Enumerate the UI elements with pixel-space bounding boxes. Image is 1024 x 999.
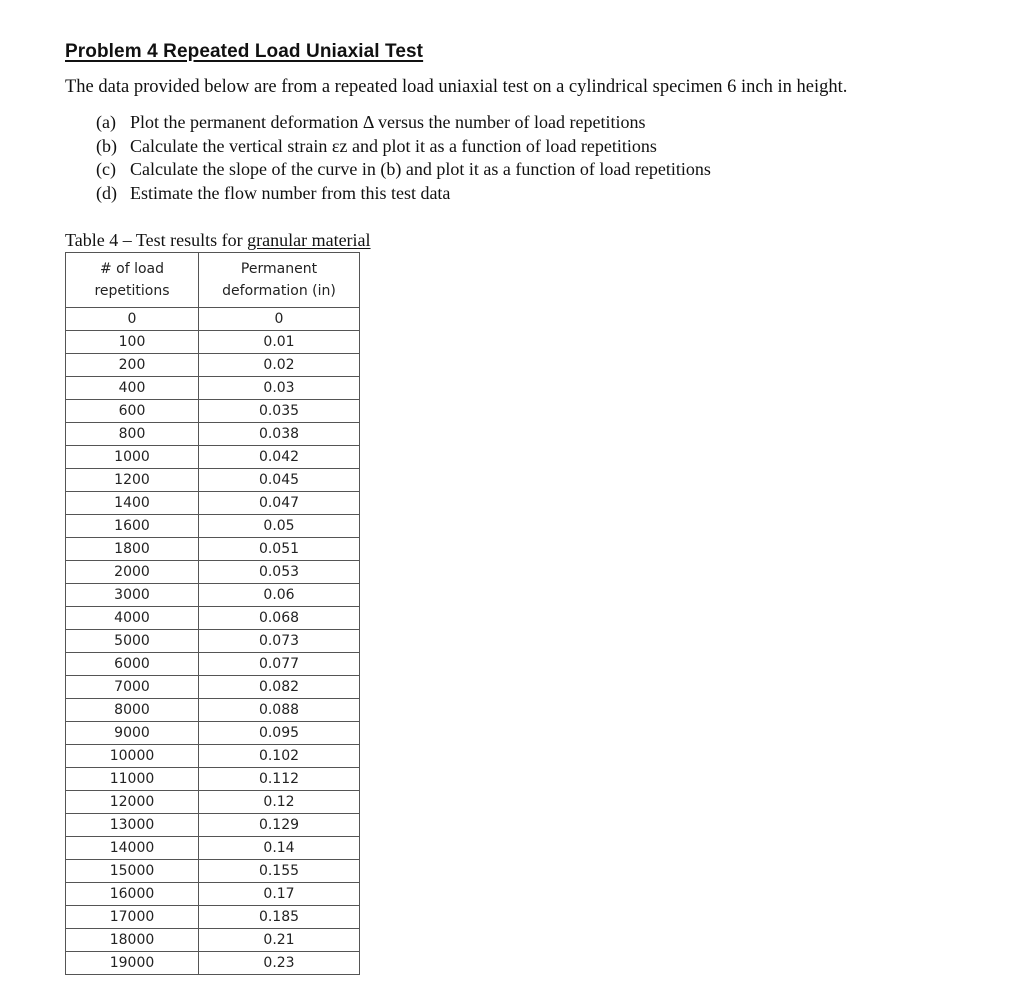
cell-permanent-deformation: 0.082 <box>199 676 360 699</box>
cell-permanent-deformation: 0.23 <box>199 952 360 975</box>
table-header-row <box>66 253 360 308</box>
task-text: Plot the permanent deformation Δ versus the number of load repetitions <box>130 112 646 132</box>
task-tag: (d) <box>96 182 117 203</box>
table-row <box>66 331 360 354</box>
cell-permanent-deformation: 0.045 <box>199 469 360 492</box>
cell-permanent-deformation: 0.035 <box>199 400 360 423</box>
task-text: Calculate the slope of the curve in (b) and plot it as a function of load repetitions <box>130 159 711 179</box>
cell-load-repetitions: 0 <box>66 308 199 331</box>
cell-load-repetitions: 1000 <box>66 446 199 469</box>
table-row <box>66 653 360 676</box>
cell-permanent-deformation: 0.185 <box>199 906 360 929</box>
cell-load-repetitions: 12000 <box>66 791 199 814</box>
cell-load-repetitions: 10000 <box>66 745 199 768</box>
cell-load-repetitions: 1200 <box>66 469 199 492</box>
cell-load-repetitions: 400 <box>66 377 199 400</box>
table-row <box>66 906 360 929</box>
cell-load-repetitions: 4000 <box>66 607 199 630</box>
cell-permanent-deformation: 0.01 <box>199 331 360 354</box>
cell-permanent-deformation: 0.077 <box>199 653 360 676</box>
table-row <box>66 423 360 446</box>
cell-load-repetitions: 100 <box>66 331 199 354</box>
problem-intro: The data provided below are from a repeated load uniaxial test on a cylindrical specimen 6 inch in height. <box>65 77 848 97</box>
task-item <box>96 135 711 159</box>
cell-permanent-deformation: 0.112 <box>199 768 360 791</box>
header-text: Permanent <box>240 261 318 277</box>
cell-load-repetitions: 1400 <box>66 492 199 515</box>
cell-load-repetitions: 600 <box>66 400 199 423</box>
cell-permanent-deformation: 0.03 <box>199 377 360 400</box>
cell-load-repetitions: 11000 <box>66 768 199 791</box>
table-row <box>66 837 360 860</box>
task-item <box>96 111 711 135</box>
cell-permanent-deformation: 0 <box>199 308 360 331</box>
cell-load-repetitions: 5000 <box>66 630 199 653</box>
cell-load-repetitions: 6000 <box>66 653 199 676</box>
cell-permanent-deformation: 0.042 <box>199 446 360 469</box>
cell-load-repetitions: 9000 <box>66 722 199 745</box>
table-row <box>66 929 360 952</box>
cell-permanent-deformation: 0.14 <box>199 837 360 860</box>
task-tag: (c) <box>96 159 116 179</box>
cell-load-repetitions: 13000 <box>66 814 199 837</box>
table-row <box>66 538 360 561</box>
task-tag: (a) <box>96 112 116 132</box>
table-row <box>66 446 360 469</box>
table-row <box>66 400 360 423</box>
cell-permanent-deformation: 0.051 <box>199 538 360 561</box>
cell-load-repetitions: 3000 <box>66 584 199 607</box>
table-row <box>66 722 360 745</box>
cell-load-repetitions: 800 <box>66 423 199 446</box>
table-row <box>66 883 360 906</box>
cell-permanent-deformation: 0.088 <box>199 699 360 722</box>
cell-permanent-deformation: 0.02 <box>199 354 360 377</box>
table-row <box>66 676 360 699</box>
cell-permanent-deformation: 0.155 <box>199 860 360 883</box>
cell-permanent-deformation: 0.047 <box>199 492 360 515</box>
header-text: # of load <box>99 261 165 277</box>
cell-permanent-deformation: 0.06 <box>199 584 360 607</box>
task-text: Estimate the flow number from this test data <box>130 182 451 203</box>
table-row <box>66 308 360 331</box>
results-table <box>65 252 360 975</box>
cell-load-repetitions: 200 <box>66 354 199 377</box>
cell-load-repetitions: 7000 <box>66 676 199 699</box>
cell-load-repetitions: 8000 <box>66 699 199 722</box>
cell-permanent-deformation: 0.12 <box>199 791 360 814</box>
header-load-repetitions <box>66 253 199 308</box>
table-row <box>66 515 360 538</box>
header-text: repetitions <box>94 283 170 299</box>
cell-load-repetitions: 19000 <box>66 952 199 975</box>
header-text: deformation (in) <box>222 283 336 299</box>
table-body <box>66 308 360 975</box>
cell-permanent-deformation: 0.05 <box>199 515 360 538</box>
cell-permanent-deformation: 0.095 <box>199 722 360 745</box>
task-tag: (b) <box>96 135 117 156</box>
header-permanent-deformation <box>199 253 360 308</box>
task-text: Calculate the vertical strain εz and plot it as a function of load repetitions <box>130 135 657 156</box>
table-row <box>66 860 360 883</box>
table-row <box>66 630 360 653</box>
cell-permanent-deformation: 0.038 <box>199 423 360 446</box>
cell-permanent-deformation: 0.068 <box>199 607 360 630</box>
caption-prefix: Table 4 – Test results for <box>65 230 248 250</box>
cell-permanent-deformation: 0.073 <box>199 630 360 653</box>
cell-load-repetitions: 1600 <box>66 515 199 538</box>
task-item <box>96 182 711 206</box>
table-row <box>66 768 360 791</box>
cell-permanent-deformation: 0.129 <box>199 814 360 837</box>
table-row <box>66 699 360 722</box>
cell-permanent-deformation: 0.21 <box>199 929 360 952</box>
cell-permanent-deformation: 0.102 <box>199 745 360 768</box>
cell-permanent-deformation: 0.17 <box>199 883 360 906</box>
table-row <box>66 354 360 377</box>
table-row <box>66 492 360 515</box>
cell-load-repetitions: 15000 <box>66 860 199 883</box>
cell-load-repetitions: 18000 <box>66 929 199 952</box>
table-row <box>66 791 360 814</box>
problem-heading: Problem 4 Repeated Load Uniaxial Test <box>65 41 424 62</box>
cell-load-repetitions: 1800 <box>66 538 199 561</box>
table-row <box>66 469 360 492</box>
table-row <box>66 607 360 630</box>
cell-permanent-deformation: 0.053 <box>199 561 360 584</box>
cell-load-repetitions: 14000 <box>66 837 199 860</box>
cell-load-repetitions: 2000 <box>66 561 199 584</box>
task-list <box>96 111 711 205</box>
table-row <box>66 584 360 607</box>
caption-underlined: granular material <box>247 230 371 250</box>
table-row <box>66 745 360 768</box>
table-row <box>66 952 360 975</box>
table-row <box>66 561 360 584</box>
cell-load-repetitions: 16000 <box>66 883 199 906</box>
table-caption <box>65 229 371 251</box>
cell-load-repetitions: 17000 <box>66 906 199 929</box>
task-item <box>96 158 711 182</box>
table-row <box>66 377 360 400</box>
table-row <box>66 814 360 837</box>
